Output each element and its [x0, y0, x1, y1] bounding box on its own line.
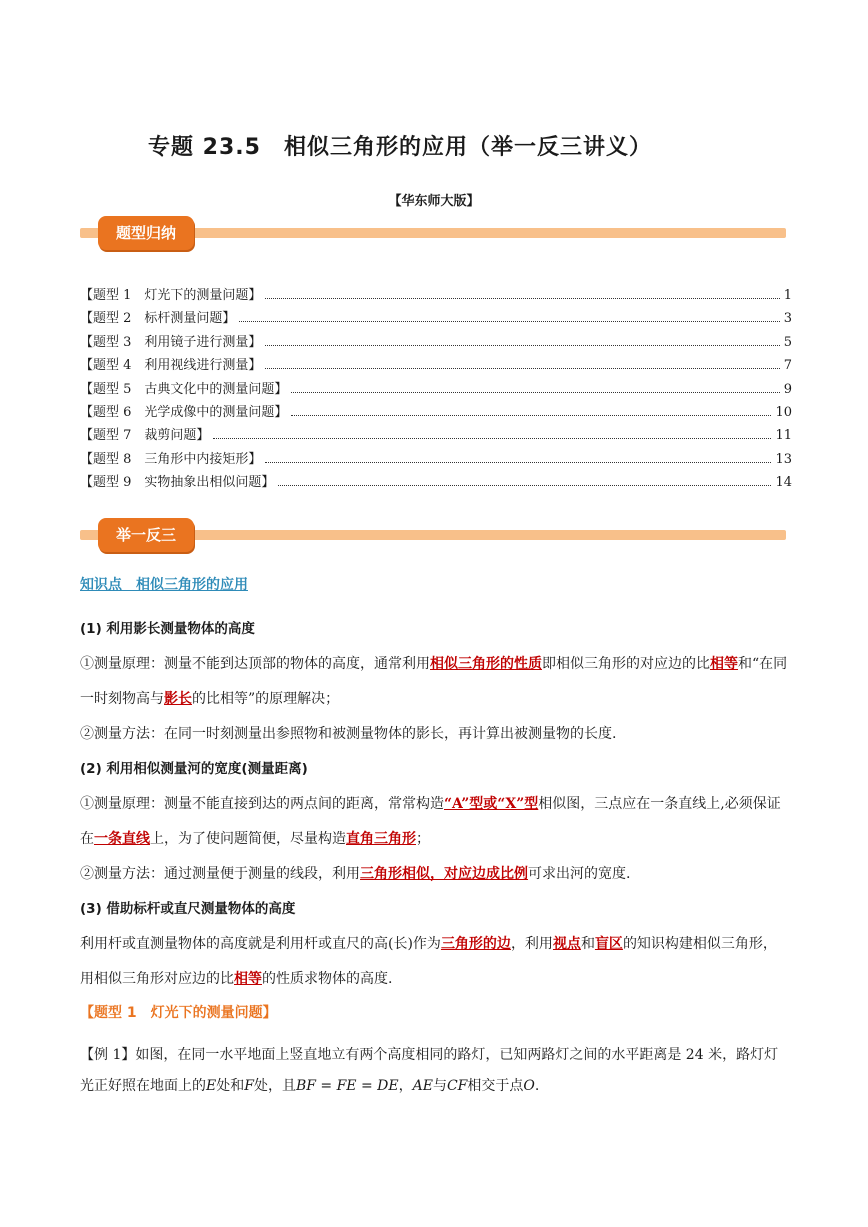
toc-leader-dots	[291, 382, 779, 393]
subheading: (3) 借助标杆或直尺测量物体的高度	[80, 901, 296, 917]
toc-leader-dots	[239, 311, 779, 322]
key-term: 相似三角形的性质	[430, 656, 542, 672]
toc-leader-dots	[265, 452, 771, 463]
text: 的比相等”的原理解决；	[192, 691, 340, 707]
toc-leader-dots	[213, 428, 771, 439]
text: ，	[398, 1078, 413, 1094]
text: 的性质求物体的高度.	[262, 971, 393, 987]
text: 利用杆或直测量物体的高度就是利用杆或直尺的高(长)作为	[80, 936, 441, 952]
toc-item[interactable]	[80, 354, 792, 377]
key-term: “A”型或“X”型	[444, 796, 539, 812]
key-term: 相等	[710, 656, 738, 672]
text: 与	[432, 1078, 447, 1094]
toc-item-label: 【题型 2 标杆测量问题】	[80, 311, 236, 327]
text: 处，且	[253, 1078, 296, 1094]
text: ①测量原理：测量不能到达顶部的物体的高度，通常利用	[80, 656, 430, 672]
toc-page-number: 3	[783, 311, 792, 327]
math-var: E	[206, 1078, 217, 1094]
table-of-contents	[80, 284, 792, 495]
key-term: 影长	[164, 691, 192, 707]
text: ②测量方法：通过测量便于测量的线段，利用	[80, 866, 360, 882]
toc-page-number: 5	[783, 334, 792, 350]
section-label: 举一反三	[98, 518, 194, 552]
toc-page-number: 11	[775, 428, 792, 444]
toc-item[interactable]	[80, 401, 792, 424]
key-term: 相等	[234, 971, 262, 987]
section-label: 题型归纳	[98, 216, 194, 250]
paragraph	[80, 927, 790, 997]
text: 相交于点	[467, 1078, 524, 1094]
text: 可求出河的宽度.	[528, 866, 631, 882]
key-term: 一条直线	[94, 831, 150, 847]
text: 和“在同一时刻物高与	[80, 656, 788, 707]
document-title: 专题 23.5 相似三角形的应用（举一反三讲义）	[148, 135, 652, 160]
toc-item-label: 【题型 4 利用视线进行测量】	[80, 358, 262, 374]
text: 即相似三角形的对应边的比	[542, 656, 710, 672]
toc-page-number: 1	[783, 288, 792, 303]
toc-item-label: 【题型 3 利用镜子进行测量】	[80, 334, 262, 350]
text: ①测量原理：测量不能直接到达的两点间的距离，常常构造	[80, 796, 444, 812]
section-header-question-types	[80, 216, 786, 250]
key-term: 视点	[552, 936, 581, 952]
question-type-heading: 【题型 1 灯光下的测量问题】	[80, 1005, 277, 1021]
toc-page-number: 14	[775, 475, 792, 491]
paragraph	[80, 857, 790, 892]
toc-item[interactable]	[80, 424, 792, 447]
toc-item[interactable]	[80, 307, 792, 330]
toc-item-label: 【题型 9 实物抽象出相似问题】	[80, 475, 275, 491]
subheading: (2) 利用相似测量河的宽度(测量距离)	[80, 761, 308, 777]
toc-page-number: 13	[775, 451, 792, 467]
knowledge-content	[80, 612, 790, 997]
toc-item-label: 【题型 8 三角形中内接矩形】	[80, 451, 262, 467]
text: .	[534, 1078, 540, 1094]
math-var: F	[244, 1078, 254, 1094]
subheading: (1) 利用影长测量物体的高度	[80, 621, 255, 637]
toc-item[interactable]	[80, 284, 792, 307]
text: ，利用	[510, 936, 553, 952]
text: ；	[416, 831, 430, 847]
text: 的知识构建相似三角形，用相似三角形对应边的比	[80, 936, 777, 987]
example-problem	[80, 1040, 790, 1102]
text: 【例 1】如图，在同一水平地面上竖直地立有两个高度相同的路灯，已知两路灯之间的水平距离是 24 米，路灯灯光正好照在地面上的	[80, 1047, 779, 1094]
math-var: O	[523, 1078, 535, 1094]
text: 处和	[216, 1078, 245, 1094]
toc-page-number: 7	[783, 358, 792, 374]
toc-page-number: 9	[783, 381, 792, 397]
example-text	[80, 1040, 790, 1102]
key-term: 三角形相似，对应边成比例	[360, 866, 528, 882]
key-term: 直角三角形	[346, 831, 416, 847]
math-var: AE	[412, 1078, 433, 1094]
toc-leader-dots	[291, 405, 771, 416]
math-var: CF	[446, 1078, 468, 1094]
toc-leader-dots	[265, 288, 779, 299]
text: 上，为了使问题简便，尽量构造	[150, 831, 346, 847]
toc-item[interactable]	[80, 448, 792, 471]
toc-leader-dots	[265, 358, 779, 369]
toc-leader-dots	[278, 475, 771, 486]
toc-item[interactable]	[80, 331, 792, 354]
toc-item[interactable]	[80, 471, 792, 494]
toc-item-label: 【题型 7 裁剪问题】	[80, 428, 210, 444]
section-header-practice	[80, 518, 786, 552]
toc-item-label: 【题型 6 光学成像中的测量问题】	[80, 404, 288, 420]
paragraph	[80, 787, 790, 857]
edition-subtitle: 【华东师大版】	[388, 194, 480, 209]
toc-item[interactable]	[80, 378, 792, 401]
math-equation: BF = FE = DE	[295, 1078, 399, 1094]
toc-item-label: 【题型 5 古典文化中的测量问题】	[80, 381, 288, 397]
toc-page-number: 10	[775, 404, 792, 420]
text: 和	[580, 936, 595, 952]
text: 相似图，三点应在一条直线上,必须保证在	[80, 796, 781, 847]
paragraph: ②测量方法：在同一时刻测量出参照物和被测量物体的影长，再计算出被测量物的长度.	[80, 726, 617, 742]
toc-leader-dots	[265, 335, 779, 346]
toc-item-label: 【题型 1 灯光下的测量问题】	[80, 288, 262, 303]
key-term: 盲区	[594, 936, 623, 952]
knowledge-point-title: 知识点 相似三角形的应用	[80, 577, 248, 593]
key-term: 三角形的边	[440, 936, 511, 952]
paragraph	[80, 647, 790, 717]
